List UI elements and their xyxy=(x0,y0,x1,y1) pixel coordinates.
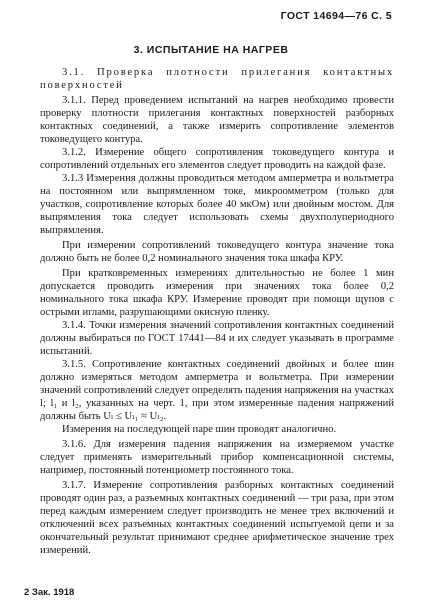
paragraph: 3.1.2. Измерение общего сопротивления токоведущего контура и сопротивлений отдельных его элементов следует проводить на каждой фазе. xyxy=(40,147,394,171)
paragraph: Измерения на последующей паре шин проводят аналогично. xyxy=(62,424,337,435)
paragraph: 3.1.4. Точки измерения значений сопротивления контактных соединений должны выбираться по ГОСТ 17441—84 и их следует указывать в программе испытаний. xyxy=(40,320,394,357)
paragraph: 3.1.3 Измерения должны проводиться методом амперметра и вольтметра на постоянном или выпрямленном токе, микроомметром (только для участков, сопротивление которых более 40 мкОм) или двойным мостом. Для выпрямления тока следует использовать схемы двухполупериодного выпрямления. xyxy=(40,173,394,236)
subsection-heading: 3.1. Проверка плотности прилегания контактных поверхностей xyxy=(40,67,394,91)
paragraph: При измерении сопротивлений токоведущего контура значение тока должно быть не более 0,2 номинального значения тока шкафа КРУ. xyxy=(40,240,394,264)
paragraph: 3.1.6. Для измерения падения напряжения на измеряемом участке следует применять измерительный прибор компенсационной системы, например, постоянный потенциометр постоянного тока. xyxy=(40,439,394,476)
standard-header: ГОСТ 14694—76 С. 5 xyxy=(280,10,392,22)
document-body xyxy=(40,66,394,557)
paragraph: 3.1.5. Сопротивление контактных соединений двойных и более шин должно измеряться методом амперметра и вольтметра. При измерении значений сопротивлений следует определять падения напряжения на участках l; l₁ и l₂, указанных на черт. 1, при этом измеренные падения напряжений должны быть Uₗ ≤ Uₗ₁ ≈ Uₗ₂. xyxy=(40,359,394,422)
print-order-footer: 2 Зак. 1918 xyxy=(24,587,75,598)
paragraph: 3.1.7. Измерение сопротивления разборных контактных соединений проводят один раз, а разъемных контактных соединений — три раза, при этом перед каждым измерением следует производить не менее трех включений и отключений всех разъемных контактных соединений испытуемой цепи и за окончательный результат принимают среднее арифметическое значение трех измерений. xyxy=(40,480,394,556)
paragraph: 3.1.1. Перед проведением испытаний на нагрев необходимо провести проверку плотности прилегания контактных поверхностей разборных контактных соединений, а также измерить сопротивление элементов токоведущего контура. xyxy=(40,95,394,145)
paragraph: При кратковременных измерениях длительностью не более 1 мин допускается проводить измерения при значениях тока более 0,2 номинального тока шкафа КРУ. Измерение проводят при помощи щупов с острыми иглами, разрушающими окисную пленку. xyxy=(40,268,394,318)
section-title: 3. ИСПЫТАНИЕ НА НАГРЕВ xyxy=(133,44,289,56)
